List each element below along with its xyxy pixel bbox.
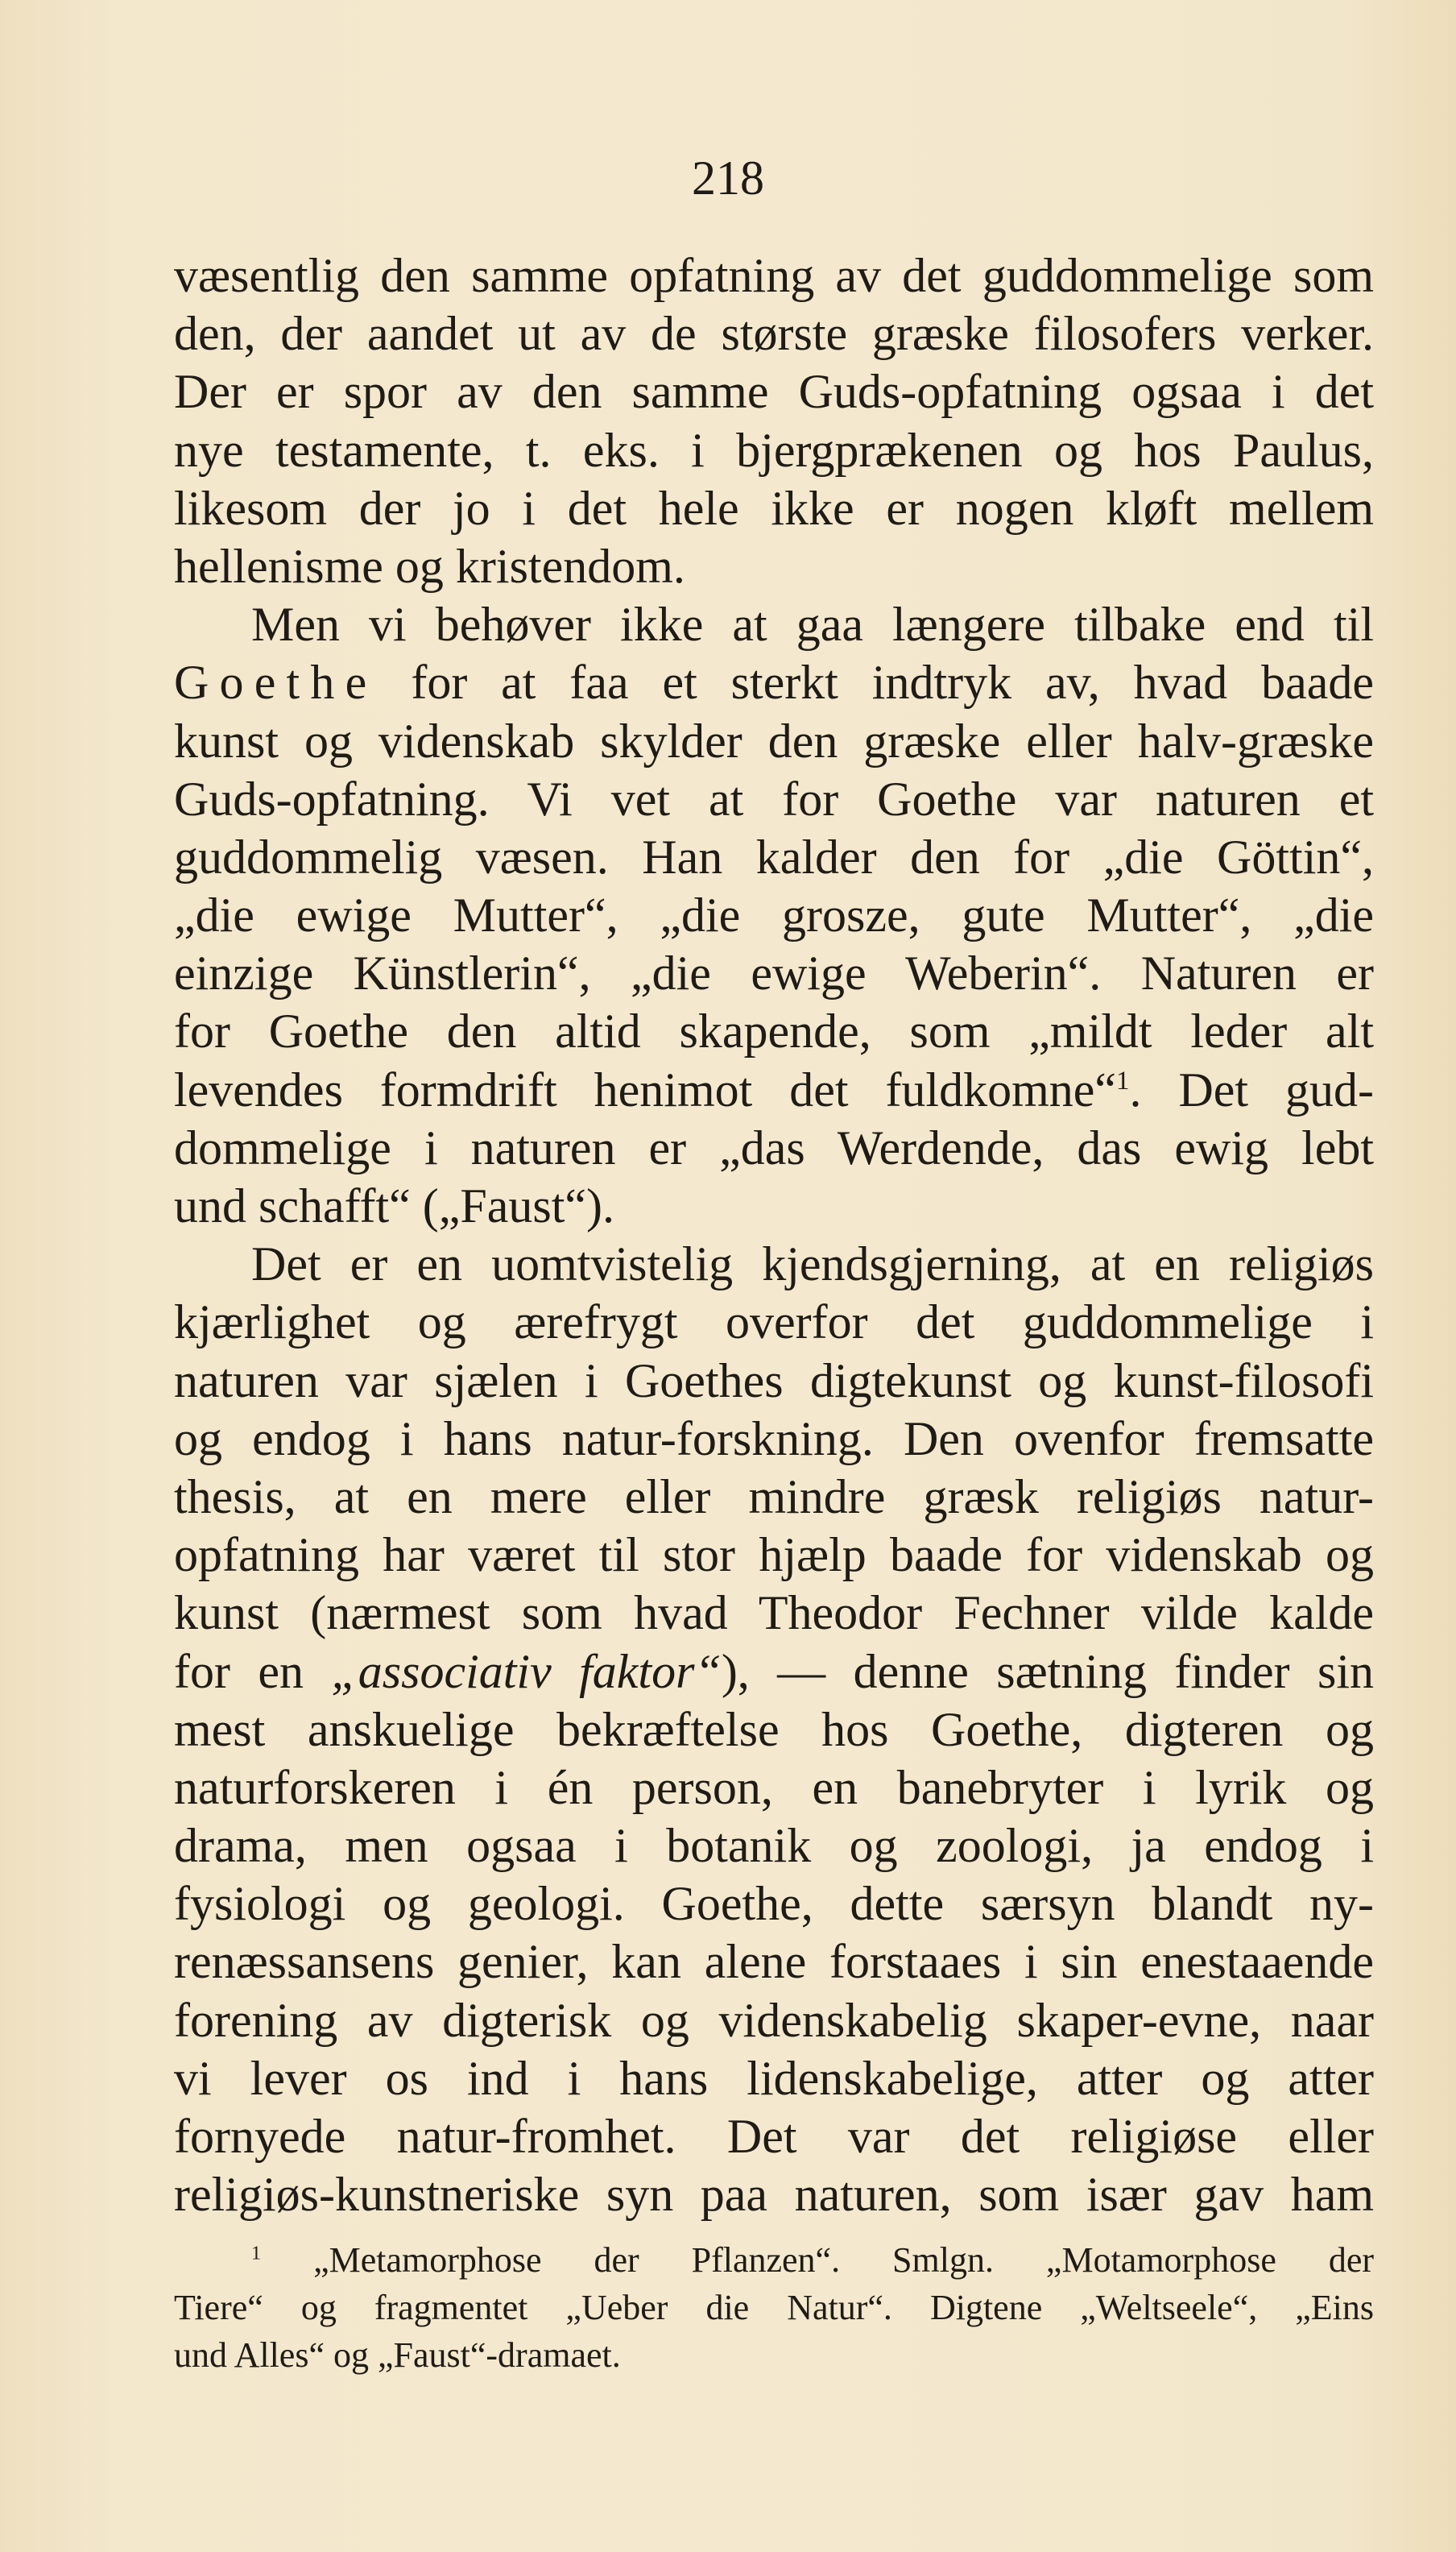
footnote-line: Tiere“ og fragmentet „Ueber die Natur“. Digtene „Weltseele“, „Eins	[174, 2288, 1374, 2327]
text-line: Men vi behøver ikke at gaa længere tilbake end til	[251, 598, 1374, 652]
text-segment: levendes formdrift henimot det fuldkomne“	[174, 1063, 1117, 1116]
text-line: kjærlighet og ærefrygt overfor det guddommelige i	[174, 1295, 1374, 1349]
text-line: dommelige i naturen er „das Werdende, das ewig lebt	[174, 1121, 1374, 1174]
text-segment: for at faa et sterkt indtryk av, hvad baade	[411, 656, 1374, 710]
text-line: kunst (nærmest som hvad Theodor Fechner vilde kalde	[174, 1586, 1374, 1640]
footnote-line: und Alles“ og „Faust“-dramaet.	[174, 2335, 621, 2375]
text-line: drama, men ogsaa i botanik og zoologi, ja endog i	[174, 1819, 1374, 1873]
text-line: nye testamente, t. eks. i bjergprækenen og hos Paulus,	[174, 423, 1374, 477]
text-line: den, der aandet ut av de største græske filosofers verker.	[174, 307, 1374, 361]
text-line: guddommelig væsen. Han kalder den for „die Göttin“,	[174, 830, 1374, 884]
text-line: renæssansens genier, kan alene forstaaes i sin enestaaende	[174, 1935, 1374, 1989]
text-segment: . Det gud-	[1129, 1063, 1374, 1116]
text-line: naturforskeren i én person, en banebryter i lyrik og	[174, 1760, 1374, 1814]
text-line: for Goethe den altid skapende, som „mildt leder alt	[174, 1005, 1374, 1058]
text-line: vi lever os ind i hans lidenskabelige, atter og atter	[174, 2051, 1374, 2105]
text-line: religiøs-kunstneriske syn paa naturen, som især gav ham	[174, 2168, 1374, 2222]
italic-term: „associativ faktor“	[331, 1644, 722, 1698]
text-line	[174, 1061, 1374, 1119]
footnotes	[174, 2236, 1374, 2379]
text-line: forening av digterisk og videnskabelig skaper-evne, naar	[174, 1993, 1374, 2047]
text-segment: ), — denne sætning finder sin	[721, 1644, 1375, 1698]
text-line: naturen var sjælen i Goethes digtekunst og kunst-filosofi	[174, 1353, 1374, 1407]
text-line	[174, 1643, 1374, 1701]
text-line: likesom der jo i det hele ikke er nogen kløft mellem	[174, 481, 1374, 535]
text-line: fysiologi og geologi. Goethe, dette særsyn blandt ny-	[174, 1877, 1374, 1931]
text-line: „die ewige Mutter“, „die grosze, gute Mutter“, „die	[174, 889, 1374, 942]
text-line: hellenisme og kristendom.	[174, 539, 685, 593]
text-segment: for en	[174, 1644, 304, 1698]
footnote-marker: 1	[251, 2242, 262, 2264]
text-line: einzige Künstlerin“, „die ewige Weberin“. Naturen er	[174, 947, 1374, 1000]
page-number: 218	[692, 151, 764, 205]
text-line: fornyede natur-fromhet. Det var det religiøse eller	[174, 2110, 1374, 2163]
text-line: Guds-opfatning. Vi vet at for Goethe var naturen et	[174, 772, 1374, 826]
body-text	[174, 246, 1374, 2223]
text-line	[174, 653, 1374, 711]
text-line: thesis, at en mere eller mindre græsk religiøs natur-	[174, 1469, 1374, 1523]
text-line: und schafft“ („Faust“).	[174, 1179, 615, 1232]
text-line: mest anskuelige bekræftelse hos Goethe, digteren og	[174, 1702, 1374, 1756]
text-line: opfatning har været til stor hjælp baade for videnskab og	[174, 1528, 1374, 1582]
spaced-name-goethe: Goethe	[174, 656, 378, 710]
text-line: kunst og videnskab skylder den græske eller halv-græske	[174, 714, 1374, 768]
footnote-line	[174, 2236, 1374, 2284]
text-segment: „Metamorphose der Pflanzen“. Smlgn. „Motamorphose der	[313, 2240, 1375, 2280]
text-line: og endog i hans natur-forskning. Den ovenfor fremsatte	[174, 1411, 1374, 1465]
text-line: væsentlig den samme opfatning av det guddommelige som	[174, 249, 1374, 302]
footnote-reference[interactable]: 1	[1116, 1066, 1130, 1096]
text-line: Der er spor av den samme Guds-opfatning ogsaa i det	[174, 365, 1374, 419]
text-line: Det er en uomtvistelig kjendsgjerning, at en religiøs	[251, 1237, 1374, 1291]
